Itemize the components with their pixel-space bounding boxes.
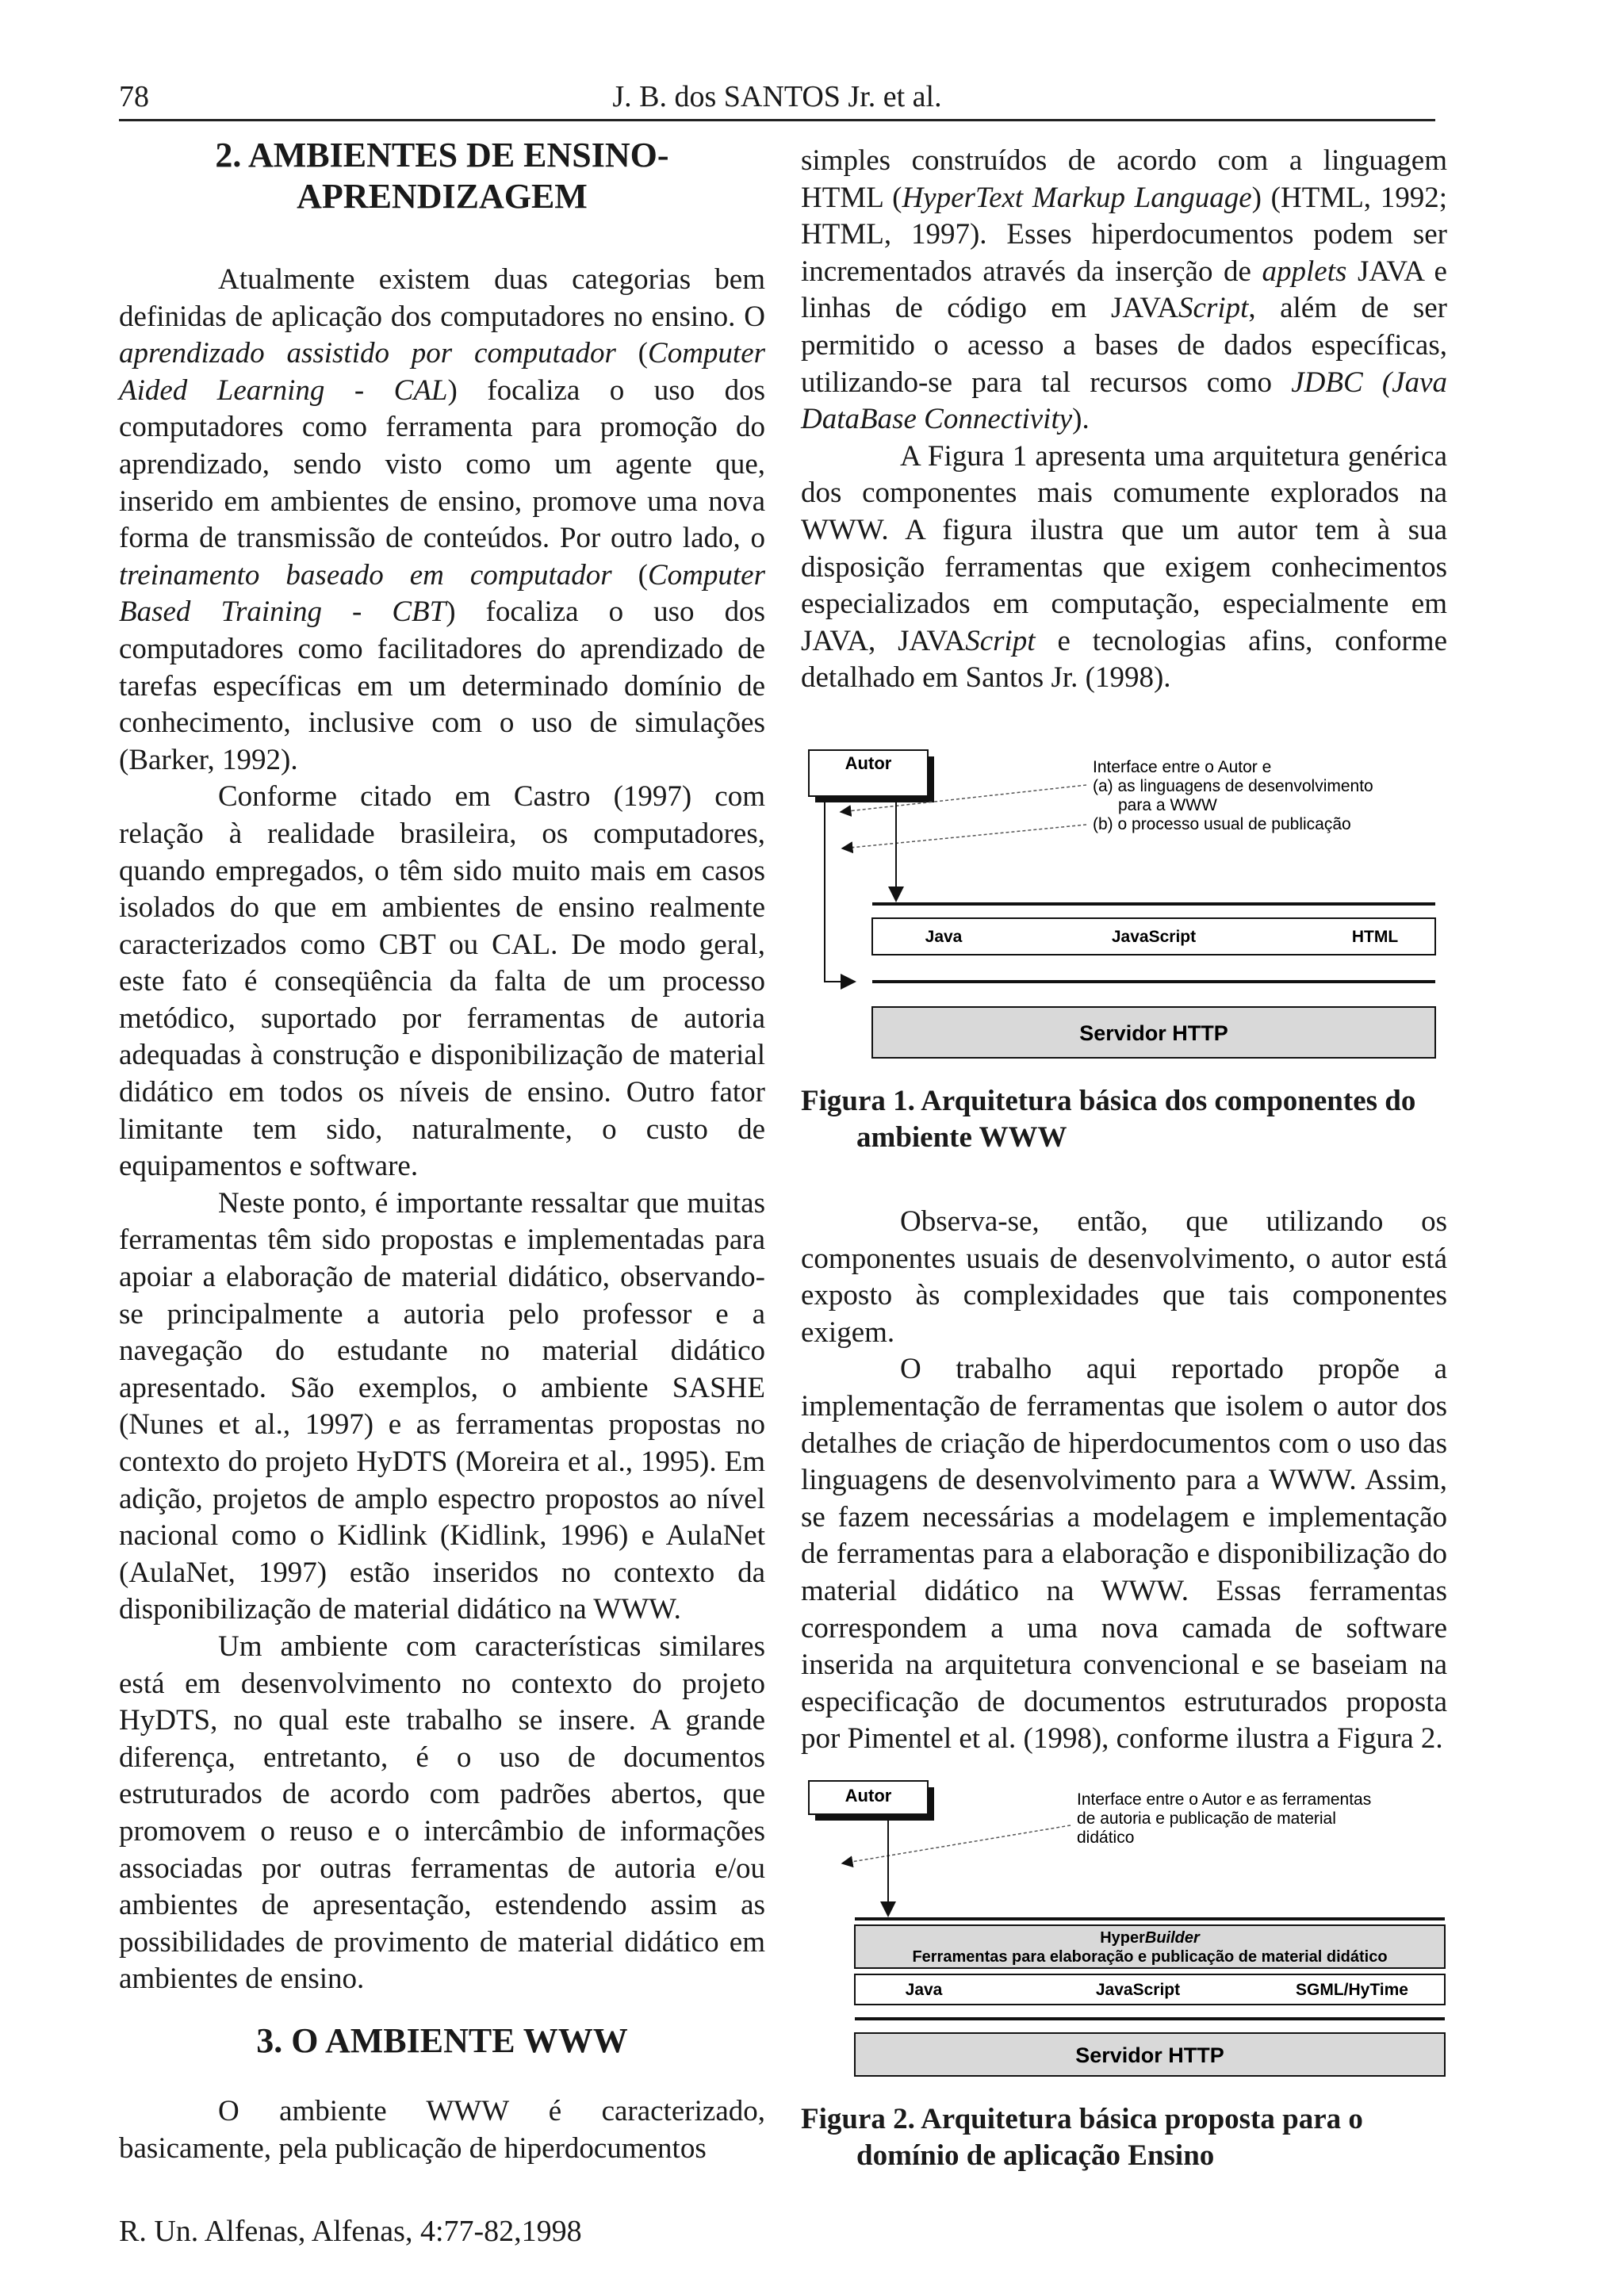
- java-label: Java: [925, 928, 963, 946]
- html-label: HTML: [1351, 928, 1399, 946]
- arrow-to-server: [825, 798, 855, 982]
- paragraph: Observa-se, então, que utilizando os componentes usuais de desenvolvimento, o autor está exposto às complexidades que tais componentes exigem.: [801, 1205, 1447, 1349]
- section-2-title-line1: 2. AMBIENTES DE ENSINO-: [215, 136, 669, 174]
- pointer-arrow: [842, 1825, 1071, 1863]
- page-number: 78: [119, 80, 149, 113]
- header-rule: [119, 119, 1435, 121]
- hyperbuilder-label: HyperBuilder: [1100, 1929, 1200, 1947]
- javascript-label: JavaScript: [1111, 928, 1197, 946]
- fig2-note-line3: didático: [1077, 1829, 1135, 1847]
- paragraph: Um ambiente com características similares está em desenvolvimento no contexto do projeto HyDTS, no qual este trabalho se insere. A grande diferença, entretanto, é o uso de documentos estruturados de acordo com padrões abertos, que promovem o reuso e o intercâmbio de informações associadas por outras ferramentas de autoria e/ou ambientes de apresentação, estendendo assim as possibilidades de provimento de material didático em ambientes de ensino.: [119, 1629, 765, 1996]
- autor-label: Autor: [845, 1786, 892, 1806]
- paragraph: Conforme citado em Castro (1997) com relação à realidade brasileira, os computadores, quando empregados, o têm sido muito mais em casos isolados do que em ambientes de ensino realmente caracterizados como CBT ou CAL. De modo geral, este fato é conseqüência da falta de um processo metódico, suportado por ferramentas de autoria adequadas à construção e disponibilização de material didático em todos os níveis de ensino. Outro fator limitante tem sido, naturalmente, o custo de equipamentos e software.: [119, 780, 765, 1183]
- paragraph: Atualmente existem duas categorias bem definidas de aplicação dos computadores no ensino. O aprendizado assistido por computador (Computer Aided Learning - CAL) focaliza o uso dos computadores como ferramenta para promoção do aprendizado, sendo visto como um agente que, inserido em ambientes de ensino, promove uma nova forma de transmissão de conteúdos. Por outro lado, o treinamento baseado em computador (Computer Based Training - CBT) focaliza o uso dos computadores como facilitadores do aprendizado de tarefas específicas em um determinado domínio de conhecimento, inclusive com o uso de simulações (Barker, 1992).: [119, 263, 766, 776]
- autor-label: Autor: [845, 753, 892, 773]
- sgml-hytime-label: SGML/HyTime: [1296, 1981, 1408, 1999]
- fig1-note-line2: (a) as linguagens de desenvolvimento: [1093, 777, 1373, 795]
- figure-2-caption: Figura 2. Arquitetura básica proposta para o domínio de aplicação Ensino: [801, 2103, 1363, 2172]
- server-label: Servidor HTTP: [1079, 1021, 1228, 1045]
- section-2-title: [119, 135, 765, 217]
- running-head-authors: J. B. dos SANTOS Jr. et al.: [612, 80, 942, 113]
- server-label: Servidor HTTP: [1075, 2043, 1224, 2067]
- java-label: Java: [905, 1981, 943, 1999]
- left-column: [119, 135, 765, 2167]
- pointer-arrow: [842, 825, 1086, 848]
- figure-1-diagram: [801, 745, 1459, 1063]
- figure-2-diagram: [801, 1776, 1459, 2085]
- fig2-note-line1: Interface entre o Autor e as ferramentas: [1077, 1790, 1372, 1809]
- tools-label: Ferramentas para elaboração e publicação de material didático: [912, 1948, 1388, 1966]
- section-2-title-line2: APRENDIZAGEM: [297, 177, 588, 216]
- paragraph: Neste ponto, é importante ressaltar que muitas ferramentas têm sido propostas e implementadas para apoiar a elaboração de material didático, observando-se principalmente a autoria pelo professor e a navegação do estudante no material didático apresentado. São exemplos, o ambiente SASHE (Nunes et al., 1997) e as ferramentas propostas no contexto do projeto HyDTS (Moreira et al., 1995). Em adição, projetos de amplo espectro propostos ao nível nacional como o Kidlink (Kidlink, 1996) e AulaNet (AulaNet, 1997) estão inseridos no contexto da disponibilização de material didático na WWW.: [119, 1186, 765, 1626]
- fig1-note-line4: (b) o processo usual de publicação: [1093, 815, 1351, 833]
- figure-1-caption: Figura 1. Arquitetura básica dos componentes do ambiente WWW: [801, 1085, 1416, 1154]
- fig1-note-line1: Interface entre o Autor e: [1093, 758, 1272, 776]
- paragraph: simples construídos de acordo com a linguagem HTML (HyperText Markup Language) (HTML, 1992; HTML, 1997). Esses hiperdocumentos podem ser incrementados através da inserção de applets JAVA e linhas de código em JAVAScript, além de ser permitido o acesso a bases de dados específicas, utilizando-se para tal recursos como JDBC (Java DataBase Connectivity).: [801, 144, 1447, 436]
- javascript-label: JavaScript: [1095, 1981, 1181, 1999]
- fig1-note-line3: para a WWW: [1118, 796, 1217, 814]
- paragraph: A Figura 1 apresenta uma arquitetura genérica dos componentes mais comumente explorados na WWW. A figura ilustra que um autor tem à sua disposição ferramentas que exigem conhecimentos especializados em computação, especialmente em JAVA, JAVAScript e tecnologias afins, conforme detalhado em Santos Jr. (1998).: [801, 439, 1447, 695]
- paragraph: O ambiente WWW é caracterizado, basicamente, pela publicação de hiperdocumentos: [119, 2094, 765, 2165]
- fig2-note-line2: de autoria e publicação de material: [1077, 1809, 1336, 1828]
- paragraph: O trabalho aqui reportado propõe a implementação de ferramentas que isolem o autor dos detalhes de criação de hiperdocumentos com o uso das linguagens de desenvolvimento para a WWW. Assim, se fazem necessárias a modelagem e implementação de ferramentas para a elaboração e disponibilização do material didático na WWW. Essas ferramentas correspondem a uma nova camada de software inserida na arquitetura convencional e se baseiam na especificação de documentos estruturados proposta por Pimentel et al. (1998), conforme ilustra a Figura 2.: [801, 1353, 1447, 1756]
- section-3-title: 3. O AMBIENTE WWW: [256, 2020, 628, 2060]
- right-column-middle: [801, 1204, 1447, 1758]
- footer-citation: R. Un. Alfenas, Alfenas, 4:77-82,1998: [119, 2215, 582, 2248]
- right-column-top: [801, 143, 1447, 697]
